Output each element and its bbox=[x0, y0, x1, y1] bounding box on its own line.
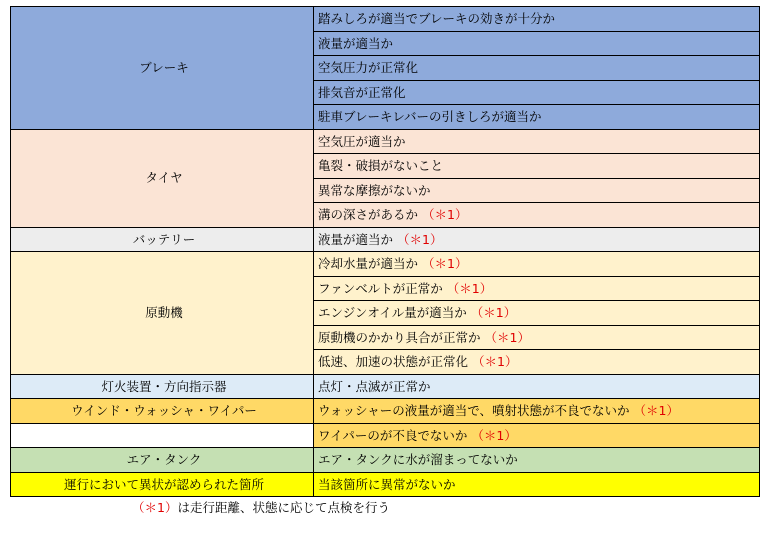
check-item-text: ウォッシャーの液量が適当で、噴射状態が不良でないか bbox=[318, 403, 630, 418]
check-item-text: 異常な摩擦がないか bbox=[318, 182, 431, 198]
check-item-cell bbox=[314, 154, 760, 179]
check-item-text: 空気圧が適当か bbox=[318, 133, 406, 149]
check-item-cell bbox=[314, 399, 760, 424]
check-item-cell bbox=[314, 227, 760, 252]
check-item-cell bbox=[314, 472, 760, 497]
check-item-text: 溝の深さがあるか bbox=[318, 207, 419, 222]
inspection-table-body bbox=[11, 7, 760, 497]
check-item-cell bbox=[314, 325, 760, 350]
table-row bbox=[11, 374, 760, 399]
note-mark: （＊1） bbox=[422, 207, 468, 222]
check-item-cell bbox=[314, 178, 760, 203]
table-row bbox=[11, 399, 760, 424]
category-cell: ウインド・ウォッシャ・ワイパー bbox=[11, 399, 314, 424]
table-row bbox=[11, 7, 760, 32]
check-item-text: 液量が適当か bbox=[318, 35, 394, 51]
check-item-cell bbox=[314, 276, 760, 301]
check-item-cell bbox=[314, 448, 760, 473]
check-item-text: エンジンオイル量が適当か bbox=[318, 305, 467, 320]
note-mark: （＊1） bbox=[422, 256, 468, 271]
table-row bbox=[11, 227, 760, 252]
table-row bbox=[11, 448, 760, 473]
note-mark: （＊1） bbox=[470, 305, 517, 320]
category-cell: ブレーキ bbox=[11, 7, 314, 130]
check-item-text: 冷却水量が適当か bbox=[318, 256, 419, 271]
check-item-cell bbox=[314, 31, 760, 56]
category-cell: 原動機 bbox=[11, 252, 314, 375]
check-item-text: ファンベルトが正常か bbox=[318, 280, 443, 296]
check-item-cell bbox=[314, 105, 760, 130]
check-item-text: ワイパーのが不良でないか bbox=[318, 427, 468, 443]
check-item-text: 当該箇所に異常がないか bbox=[318, 476, 456, 492]
category-cell: タイヤ bbox=[11, 129, 314, 227]
check-item-cell bbox=[314, 129, 760, 154]
check-item-cell bbox=[314, 350, 760, 375]
check-item-text: 排気音が正常化 bbox=[318, 84, 406, 100]
category-cell: エア・タンク bbox=[11, 448, 314, 473]
note-mark: （＊1） bbox=[397, 231, 443, 247]
category-cell: 灯火装置・方向指示器 bbox=[11, 374, 314, 399]
note-mark: （＊1） bbox=[484, 329, 530, 345]
note-mark: （＊1） bbox=[472, 354, 518, 369]
footnote bbox=[132, 498, 390, 516]
check-item-text: 空気圧力が正常化 bbox=[318, 60, 419, 75]
table-row bbox=[11, 423, 760, 448]
table-row bbox=[11, 129, 760, 154]
check-item-text: 駐車ブレーキレバーの引きしろが適当か bbox=[318, 109, 542, 124]
inspection-table bbox=[10, 6, 760, 497]
footnote-text: は走行距離、状態に応じて点検を行う bbox=[177, 500, 390, 515]
check-item-text: 液量が適当か bbox=[318, 231, 394, 247]
note-mark: （＊1） bbox=[446, 280, 493, 296]
check-item-cell bbox=[314, 301, 760, 326]
check-item-cell bbox=[314, 203, 760, 228]
note-mark: （＊1） bbox=[633, 403, 679, 418]
category-cell: バッテリー bbox=[11, 227, 314, 252]
empty-category-cell bbox=[11, 423, 314, 448]
check-item-text: 点灯・点滅が正常か bbox=[318, 378, 431, 394]
check-item-cell bbox=[314, 80, 760, 105]
check-item-text: 原動機のかかり具合が正常か bbox=[318, 329, 481, 345]
check-item-cell bbox=[314, 374, 760, 399]
category-cell: 運行において異状が認められた箇所 bbox=[11, 472, 314, 497]
note-mark: （＊1） bbox=[471, 427, 517, 443]
check-item-cell bbox=[314, 56, 760, 81]
table-row bbox=[11, 252, 760, 277]
check-item-cell bbox=[314, 423, 760, 448]
check-item-text: エア・タンクに水が溜まってないか bbox=[318, 452, 518, 467]
check-item-text: 踏みしろが適当でブレーキの効きが十分か bbox=[318, 11, 556, 26]
check-item-cell bbox=[314, 252, 760, 277]
check-item-text: 亀裂・破損がないこと bbox=[318, 158, 444, 173]
check-item-text: 低速、加速の状態が正常化 bbox=[318, 354, 469, 369]
footnote-mark: （＊1） bbox=[132, 500, 178, 515]
table-row bbox=[11, 472, 760, 497]
check-item-cell bbox=[314, 7, 760, 32]
